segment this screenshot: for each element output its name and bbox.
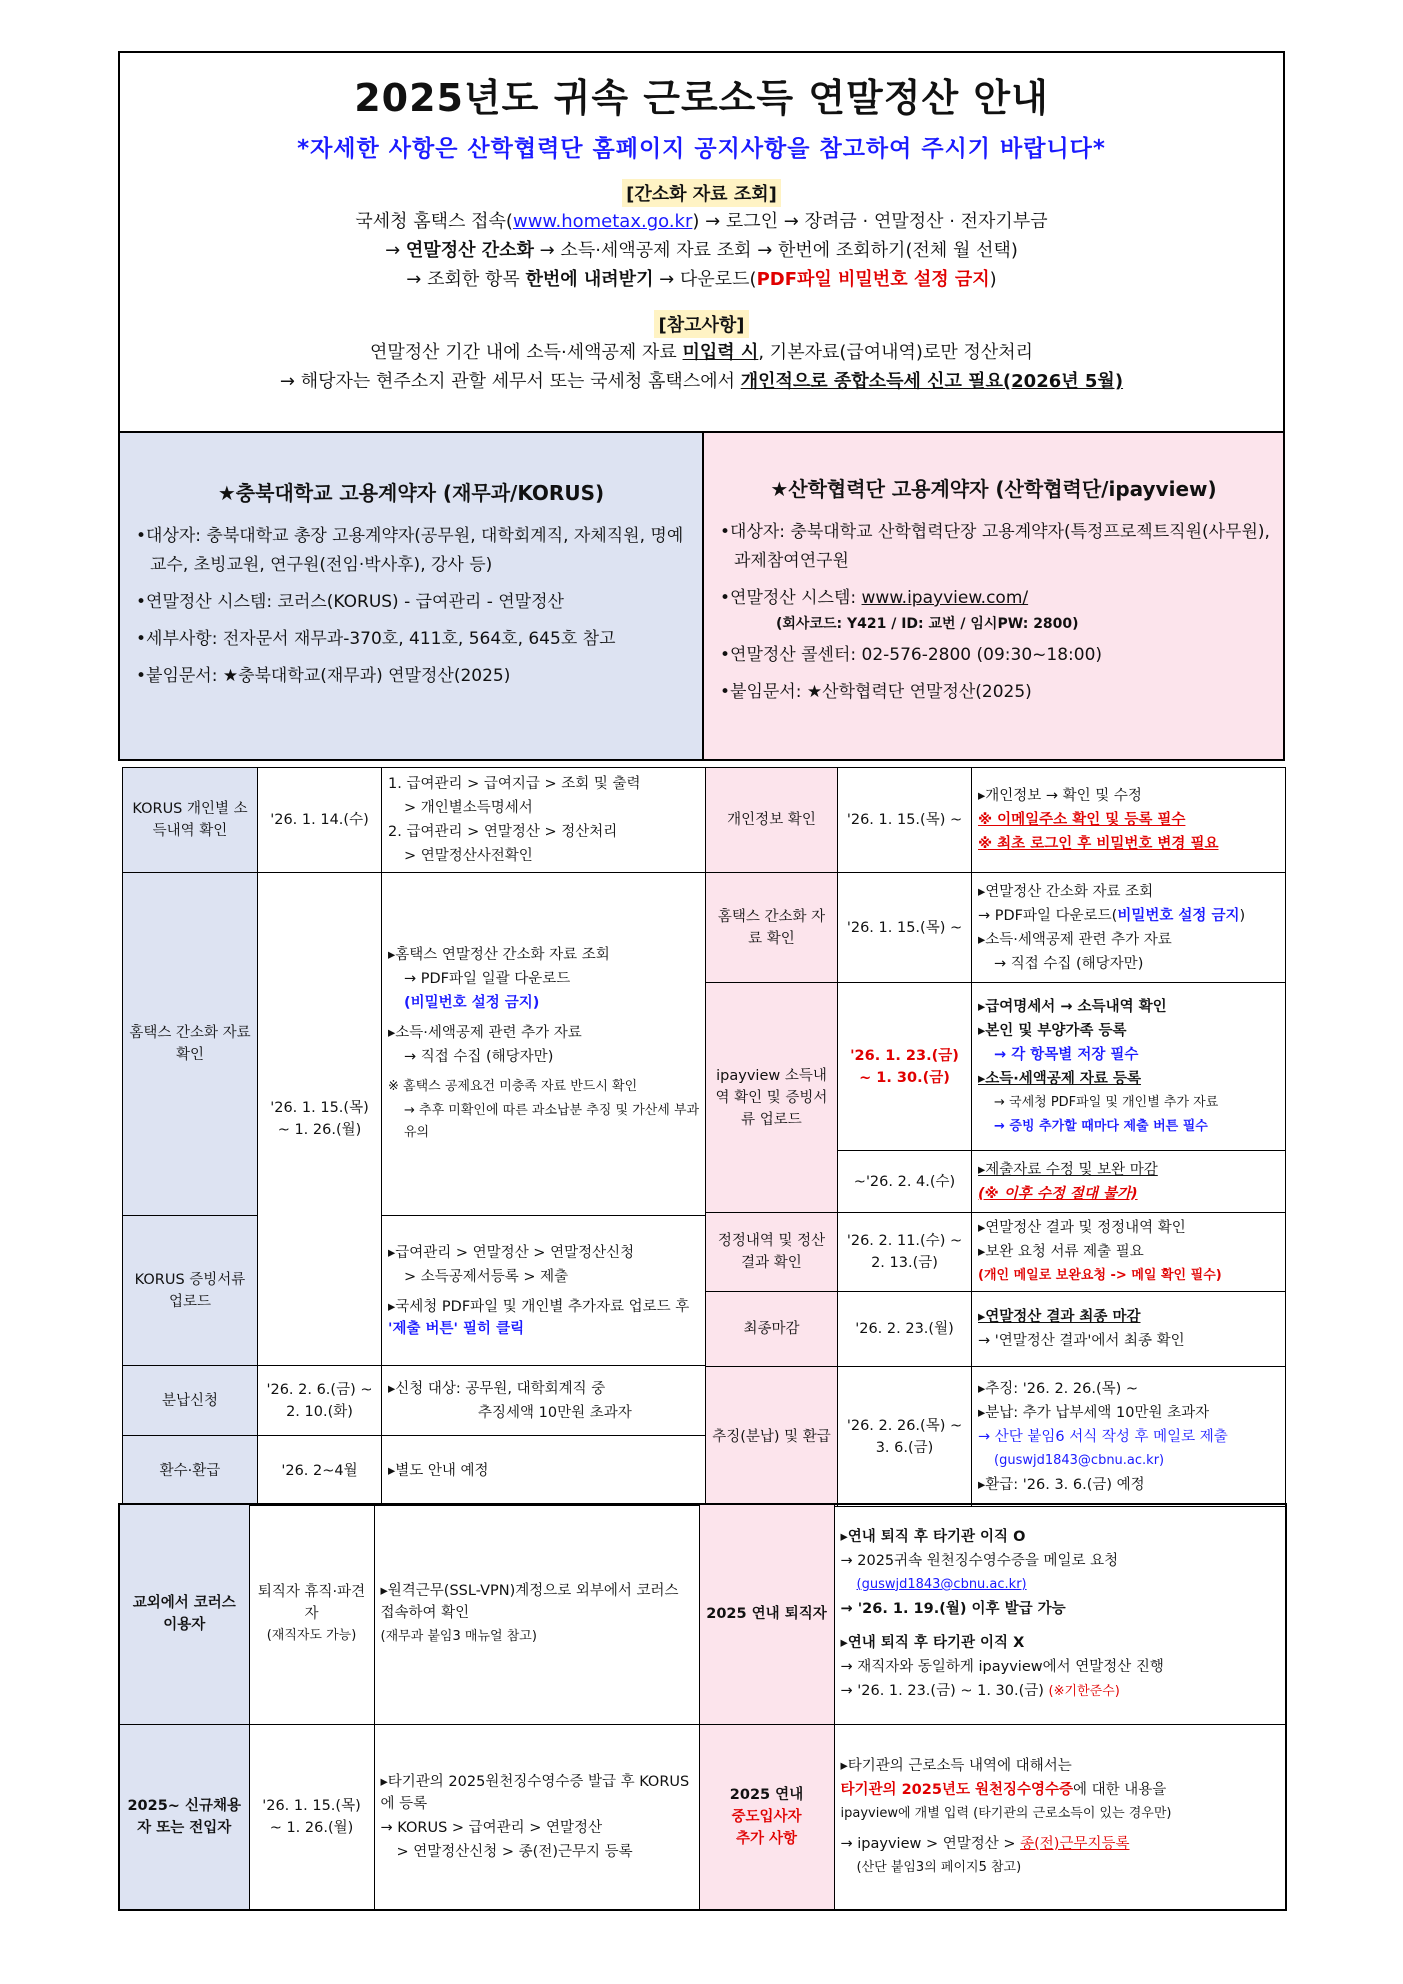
- table-row: [706, 1292, 1286, 1367]
- table-row: [123, 768, 707, 873]
- table-row: [123, 873, 707, 1216]
- right-r1-label: 개인정보 확인: [706, 768, 838, 873]
- right-r5-label: 최종마감: [706, 1292, 838, 1367]
- reference-line-2: → 해당자는 현주소지 관할 세무서 또는 국세청 홈택스에서 개인적으로 종합소득세 신고 필요(2026년 5월): [279, 371, 1124, 392]
- bottom-r2-date: '26. 1. 15.(목) ~ 1. 26.(월): [249, 1724, 374, 1910]
- table-row: [706, 873, 1286, 983]
- right-r6-date: '26. 2. 26.(목) ~ 3. 6.(금): [838, 1367, 972, 1507]
- table-row: [706, 1213, 1286, 1292]
- right-panel-ipayview: [702, 431, 1285, 761]
- table-row: [706, 768, 1286, 873]
- right-r4-date: '26. 2. 11.(수) ~ 2. 13.(금): [838, 1213, 972, 1292]
- bottom-table: [118, 1503, 1287, 1911]
- page-subtitle: *자세한 사항은 산학협력단 홈페이지 공지사항을 참고하여 주시기 바랍니다*: [297, 136, 1106, 162]
- right-r3b-date: ~'26. 2. 4.(수): [838, 1151, 972, 1213]
- right-r5-detail: ▸연말정산 결과 최종 마감 → '연말정산 결과'에서 최종 확인: [972, 1292, 1286, 1367]
- right-panel-title: ★산학협력단 고용계약자 (산학협력단/ipayview): [770, 477, 1217, 501]
- left-r1-label: KORUS 개인별 소득내역 확인: [123, 768, 258, 873]
- table-row: [123, 1216, 707, 1366]
- right-panel-attach: •붙임문서: ★산학협력단 연말정산(2025): [720, 682, 1032, 702]
- right-r1-date: '26. 1. 15.(목) ~: [838, 768, 972, 873]
- left-panel-attach: •붙임문서: ★충북대학교(재무과) 연말정산(2025): [136, 666, 511, 686]
- bottom-r2-label: 2025~ 신규채용자 또는 전입자: [119, 1724, 249, 1910]
- left-r5-detail: ▸별도 안내 예정: [382, 1436, 707, 1506]
- bottom-r2-detail: ▸타기관의 2025원천징수영수증 발급 후 KORUS에 등록 → KORUS > 급여관리 > 연말정산 > 연말정산신청 > 종(전)근무지 등록: [374, 1724, 699, 1910]
- left-panel-title: ★충북대학교 고용계약자 (재무과/KORUS): [217, 481, 605, 505]
- reference-section-title: [참고사항]: [654, 310, 748, 338]
- right-panel-callcenter: •연말정산 콜센터: 02-576-2800 (09:30~18:00): [720, 645, 1103, 665]
- right-schedule-table: [705, 767, 1286, 1507]
- left-r3-label: KORUS 증빙서류 업로드: [123, 1216, 258, 1366]
- header-box: [118, 51, 1285, 433]
- bottom-r1-label: 교외에서 코러스 이용자: [119, 1504, 249, 1724]
- reference-line-1: 연말정산 기간 내에 소득·세액공제 자료 미입력 시, 기본자료(급여내역)로만 정산처리: [369, 342, 1033, 363]
- left-panel-detail: •세부사항: 전자문서 재무과-370호, 411호, 564호, 645호 참고: [136, 629, 616, 649]
- bottom-r1-detail: ▸원격근무(SSL-VPN)계정으로 외부에서 코러스 접속하여 확인 (재무과 붙임3 매뉴얼 참고): [374, 1504, 699, 1724]
- right-r2-date: '26. 1. 15.(목) ~: [838, 873, 972, 983]
- left-panel-korus: [118, 431, 704, 761]
- table-row: [119, 1504, 1286, 1724]
- right-r5-date: '26. 2. 23.(월): [838, 1292, 972, 1367]
- left-schedule-table: [122, 767, 707, 1506]
- left-r1-detail: 1. 급여관리 > 급여지급 > 조회 및 출력 > 개인별소득명세서 2. 급여관리 > 연말정산 > 정산처리 > 연말정산사전확인: [382, 768, 707, 873]
- table-row: [119, 1724, 1286, 1910]
- table-row: [123, 1436, 707, 1506]
- right-r6-label: 추징(분납) 및 환급: [706, 1367, 838, 1507]
- left-r4-detail: ▸신청 대상: 공무원, 대학회계직 중 추징세액 10만원 초과자: [382, 1366, 707, 1436]
- simple-line-1: 국세청 홈택스 접속(www.hometax.go.kr) → 로그인 → 장려금 · 연말정산 · 전자기부금: [355, 211, 1048, 232]
- simple-line-3: → 조회한 항목 한번에 내려받기 → 다운로드(PDF파일 비밀번호 설정 금지): [406, 269, 997, 290]
- right-r2-label: 홈택스 간소화 자료 확인: [706, 873, 838, 983]
- right-r1-detail: ▸개인정보 → 확인 및 수정 ※ 이메일주소 확인 및 등록 필수 ※ 최초 로그인 후 비밀번호 변경 필요: [972, 768, 1286, 873]
- left-r3-detail: ▸급여관리 > 연말정산 > 연말정산신청 > 소득공제서등록 > 제출 ▸국세청 PDF파일 및 개인별 추가자료 업로드 후 '제출 버튼' 필히 클릭: [382, 1216, 707, 1366]
- left-panel-target: •대상자: 충북대학교 총장 고용계약자(공무원, 대학회계직, 자체직원, 명예교수, 초빙교원, 연구원(전임·박사후), 강사 등): [136, 526, 684, 575]
- left-r5-date: '26. 2~4월: [258, 1436, 382, 1506]
- right-r3-label: ipayview 소득내역 확인 및 증빙서류 업로드: [706, 983, 838, 1213]
- right-r4-detail: ▸연말정산 결과 및 정정내역 확인 ▸보완 요청 서류 제출 필요 (개인 메일로 보완요청 -> 메일 확인 필수): [972, 1213, 1286, 1292]
- right-panel-target: •대상자: 충북대학교 산학협력단장 고용계약자(특정프로젝트직원(사무원), 과제참여연구원: [720, 522, 1270, 571]
- bottom-r1-right-detail: ▸연내 퇴직 후 타기관 이직 O → 2025귀속 원천징수영수증을 메일로 요청 (guswjd1843@cbnu.ac.kr) → '26. 1. 19.(월) 이후 발급 가능 ▸연내 퇴직 후 타기관 이직 X → 재직자와 동일하게 ipayview에서 연말정산 진행 → '26. 1. 23.(금) ~ 1. 30.(금) (※기한준수): [834, 1504, 1286, 1724]
- table-row: [706, 1367, 1286, 1507]
- simple-section-title: [간소화 자료 조회]: [622, 179, 781, 207]
- page-title: 2025년도 귀속 근로소득 연말정산 안내: [354, 76, 1049, 120]
- left-r2-label: 홈택스 간소화 자료 확인: [123, 873, 258, 1216]
- right-panel-system: •연말정산 시스템: www.ipayview.com/: [720, 588, 1029, 608]
- simple-line-2: → 연말정산 간소화 → 소득·세액공제 자료 조회 → 한번에 조회하기(전체 월 선택): [385, 240, 1018, 261]
- left-r4-date: '26. 2. 6.(금) ~ 2. 10.(화): [258, 1366, 382, 1436]
- bottom-r1-sub: 퇴직자 휴직·파견자 (재직자도 가능): [249, 1504, 374, 1724]
- left-panel-system: •연말정산 시스템: 코러스(KORUS) - 급여관리 - 연말정산: [136, 592, 564, 612]
- right-r6-detail: ▸추징: '26. 2. 26.(목) ~ ▸분납: 추가 납부세액 10만원 초과자 → 산단 붙임6 서식 작성 후 메일로 제출 (guswjd1843@cbnu.ac.kr) ▸환급: '26. 3. 6.(금) 예정: [972, 1367, 1286, 1507]
- right-panel-company-code: (회사코드: Y421 / ID: 교번 / 임시PW: 2800): [776, 616, 1079, 632]
- right-r2-detail: ▸연말정산 간소화 자료 조회 → PDF파일 다운로드(비밀번호 설정 금지) ▸소득·세액공제 관련 추가 자료 → 직접 수집 (해당자만): [972, 873, 1286, 983]
- right-r3-detail: ▸급여명세서 → 소득내역 확인 ▸본인 및 부양가족 등록 → 각 항목별 저장 필수 ▸소득·세액공제 자료 등록 → 국세청 PDF파일 및 개인별 추가 자료 → 증빙 추가할 때마다 제출 버튼 필수: [972, 983, 1286, 1151]
- hometax-link[interactable]: www.hometax.go.kr: [512, 211, 693, 232]
- ipayview-link[interactable]: www.ipayview.com/: [861, 588, 1029, 608]
- bottom-r1-right-label: 2025 연내 퇴직자: [699, 1504, 834, 1724]
- bottom-r2-right-label: 2025 연내 중도입사자 추가 사항: [699, 1724, 834, 1910]
- bottom-r2-right-detail: ▸타기관의 근로소득 내역에 대해서는 타기관의 2025년도 원천징수영수증에 대한 내용을 ipayview에 개별 입력 (타기관의 근로소득이 있는 경우만) → ipayview > 연말정산 > 종(전)근무지등록 (산단 붙임3의 페이지5 참고): [834, 1724, 1286, 1910]
- right-r3-date: '26. 1. 23.(금) ~ 1. 30.(금): [838, 983, 972, 1151]
- table-row: [123, 1366, 707, 1436]
- left-r1-date: '26. 1. 14.(수): [258, 768, 382, 873]
- table-row: [706, 983, 1286, 1151]
- left-r5-label: 환수·환급: [123, 1436, 258, 1506]
- left-r4-label: 분납신청: [123, 1366, 258, 1436]
- right-r3b-detail: ▸제출자료 수정 및 보완 마감 (※ 이후 수정 절대 불가): [972, 1151, 1286, 1213]
- left-r2-detail: ▸홈택스 연말정산 간소화 자료 조회 → PDF파일 일괄 다운로드 (비밀번호 설정 금지) ▸소득·세액공제 관련 추가 자료 → 직접 수집 (해당자만) ※ 홈택스 공제요건 미충족 자료 반드시 확인 → 추후 미확인에 따른 과소납분 추징 및 가산세 부과 유의: [382, 873, 707, 1216]
- left-r2-date: '26. 1. 15.(목) ~ 1. 26.(월): [258, 873, 382, 1366]
- right-r4-label: 정정내역 및 정산결과 확인: [706, 1213, 838, 1292]
